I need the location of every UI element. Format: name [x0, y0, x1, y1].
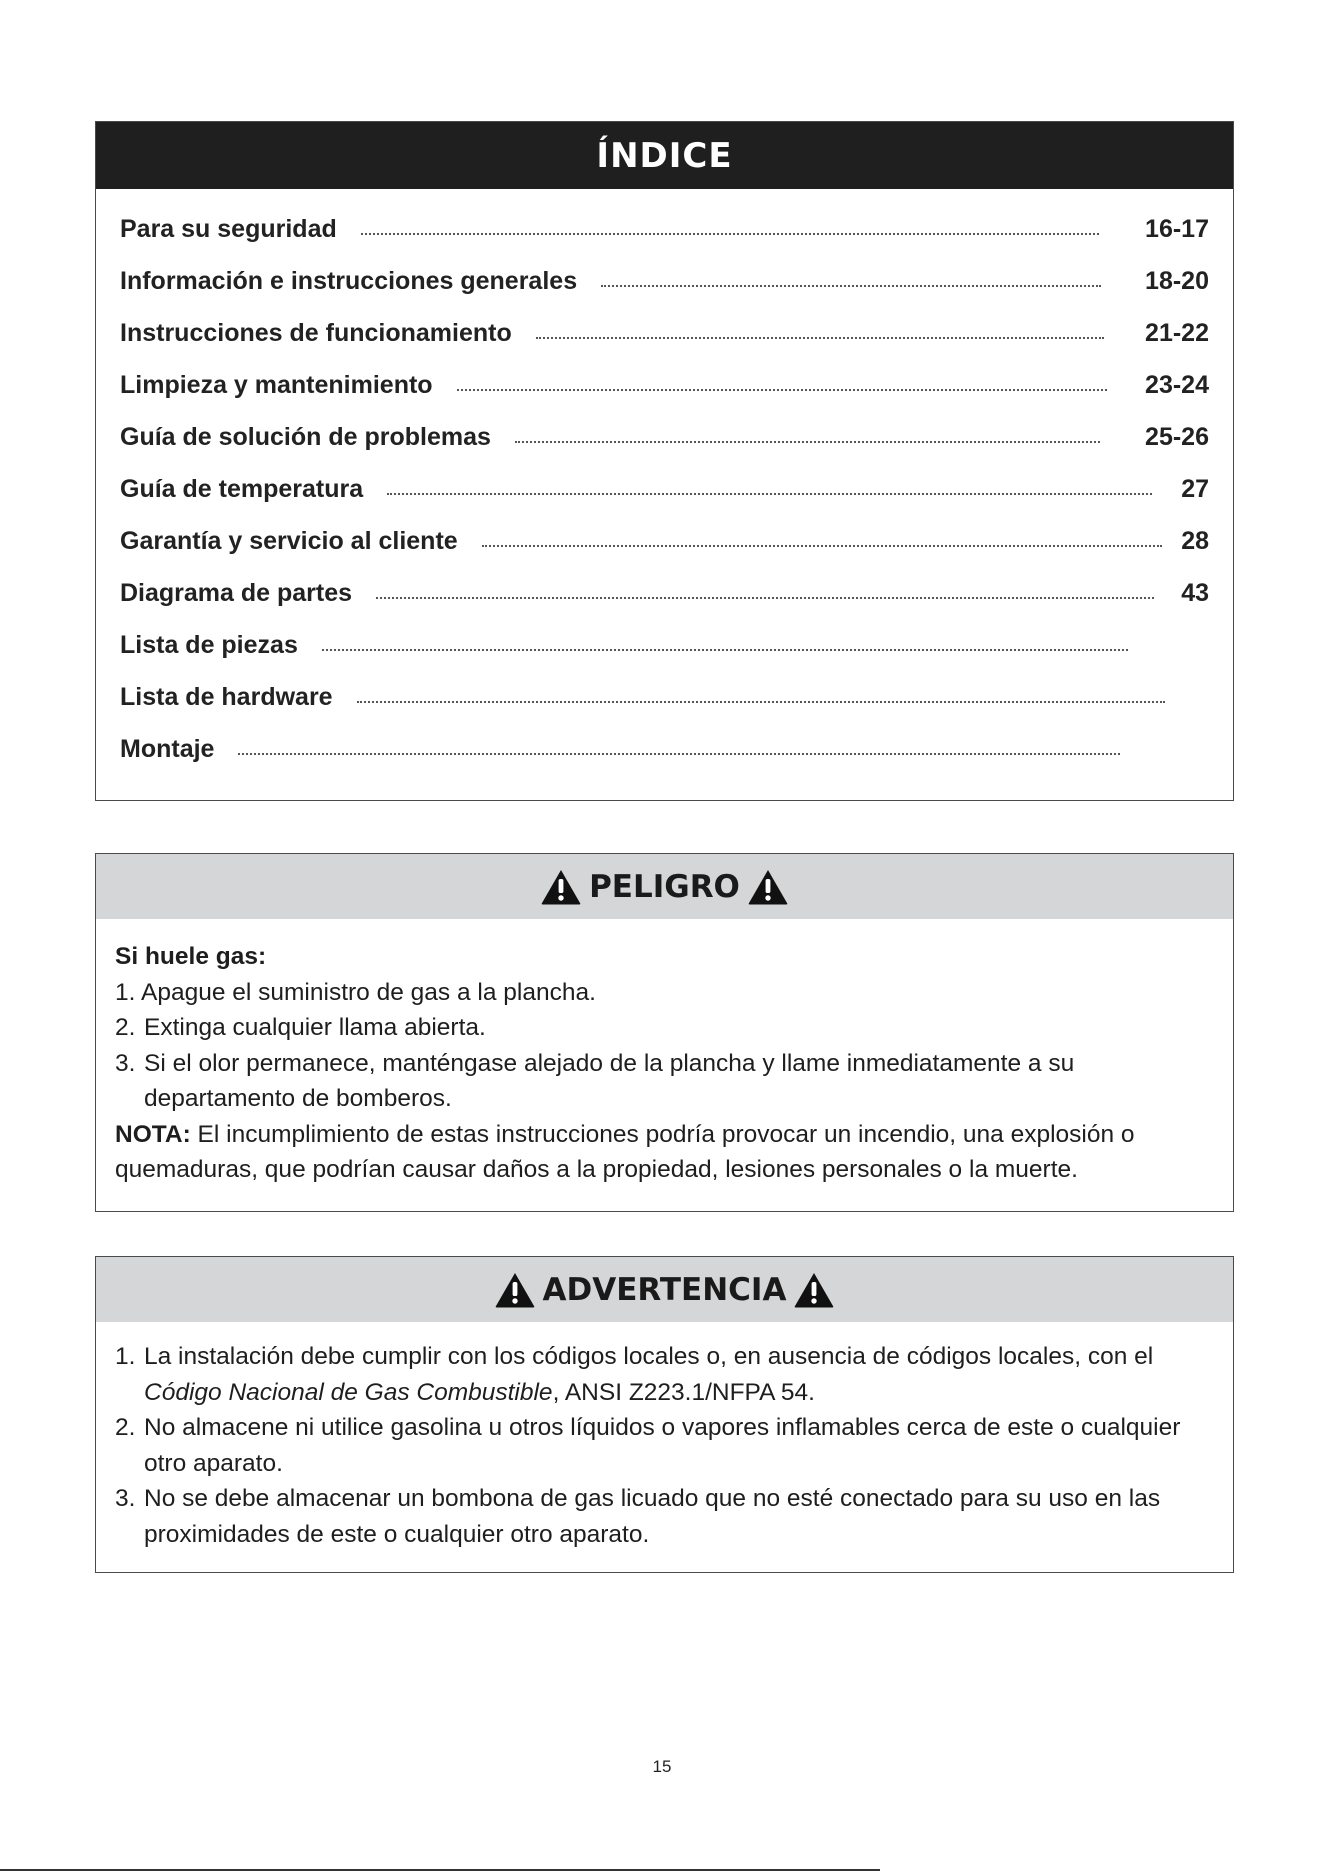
toc-item-label: Para su seguridad [120, 214, 337, 243]
toc-item-label: Guía de temperatura [120, 474, 364, 503]
toc-item[interactable] [120, 671, 1209, 723]
code-reference: Código Nacional de Gas Combustible [144, 1378, 553, 1406]
danger-lead: Si huele gas: [115, 943, 267, 970]
toc-item[interactable] [120, 307, 1209, 359]
toc-leader-dots [457, 389, 1107, 391]
toc-item-page: 23-24 [1145, 370, 1209, 399]
toc-title: ÍNDICE [96, 122, 1233, 189]
list-item [115, 975, 1211, 1011]
list-item [115, 1010, 1211, 1046]
list-item [115, 1481, 1211, 1552]
toc-leader-dots [376, 597, 1154, 599]
warning-title: ADVERTENCIA [542, 1271, 787, 1308]
toc-item-page: 28 [1181, 526, 1209, 555]
toc-item-page: 16-17 [1145, 214, 1209, 243]
note-label: NOTA: [115, 1120, 191, 1148]
toc-item[interactable] [120, 255, 1209, 307]
list-text: Extinga cualquier llama abierta. [144, 1014, 486, 1041]
danger-body [115, 939, 1211, 1188]
toc-item-page: 43 [1181, 578, 1209, 607]
toc-item-page: 18-20 [1145, 266, 1209, 295]
list-number: 1. [115, 978, 136, 1006]
bottom-rule [0, 1869, 880, 1871]
list-text: No almacene ni utilice gasolina u otros líquidos o vapores inflamables cerca de este o cualquier otro aparato. [144, 1414, 1181, 1477]
toc-item[interactable] [120, 359, 1209, 411]
toc-leader-dots [361, 233, 1099, 235]
toc-item-label: Lista de hardware [120, 682, 333, 711]
warning-triangle-icon [495, 1272, 535, 1308]
list-text: No se debe almacenar un bombona de gas licuado que no esté conectado para su uso en las proximidades de este o cualquier otro aparato. [144, 1485, 1161, 1548]
toc-item-label: Información e instrucciones generales [120, 266, 578, 295]
toc-list [120, 203, 1209, 775]
toc-item[interactable] [120, 515, 1209, 567]
list-number: 2. [115, 1414, 136, 1441]
danger-title: PELIGRO [589, 868, 740, 905]
toc-leader-dots [515, 441, 1100, 443]
warning-header [96, 1257, 1233, 1322]
toc-item[interactable] [120, 723, 1209, 775]
danger-box [95, 853, 1234, 1212]
list-number: 2. [115, 1014, 136, 1041]
list-text: Si el olor permanece, manténgase alejado de la plancha y llame inmediatamente a su departamento de bomberos. [144, 1049, 1075, 1112]
list-item [115, 1046, 1211, 1117]
toc-leader-dots [238, 753, 1120, 755]
toc-item-label: Lista de piezas [120, 630, 298, 659]
list-number: 3. [115, 1049, 136, 1077]
toc-leader-dots [322, 649, 1128, 651]
list-text [144, 1339, 1211, 1410]
toc-leader-dots [601, 285, 1101, 287]
toc-item[interactable] [120, 567, 1209, 619]
toc-leader-dots [357, 701, 1165, 703]
page-number: 15 [652, 1757, 672, 1776]
toc-item[interactable] [120, 203, 1209, 255]
list-text-part: , ANSI Z223.1/NFPA 54. [552, 1378, 815, 1406]
toc-item-page: 25-26 [1145, 422, 1209, 451]
toc-item[interactable] [120, 411, 1209, 463]
danger-note [115, 1117, 1211, 1188]
toc-item-label: Montaje [120, 734, 215, 763]
toc-box [95, 121, 1234, 801]
warning-triangle-icon [541, 869, 581, 905]
list-number: 1. [115, 1343, 136, 1370]
toc-leader-dots [482, 545, 1162, 547]
toc-item-label: Guía de solución de problemas [120, 422, 491, 451]
toc-item-page: 21-22 [1145, 318, 1209, 347]
list-number: 3. [115, 1485, 136, 1512]
warning-triangle-icon [748, 869, 788, 905]
note-text: El incumplimiento de estas instrucciones podría provocar un incendio, una explosión o quemaduras, que podrían causar daños a la propiedad, lesiones personales o la muerte. [115, 1120, 1135, 1183]
list-item [115, 1410, 1211, 1481]
toc-item[interactable] [120, 463, 1209, 515]
toc-item-label: Diagrama de partes [120, 578, 353, 607]
toc-item-page: 27 [1181, 474, 1209, 503]
warning-box [95, 1256, 1234, 1573]
list-text-part: La instalación debe cumplir con los códigos locales o, en ausencia de códigos locales, con el [144, 1343, 1154, 1370]
danger-header [96, 854, 1233, 919]
warning-triangle-icon [794, 1272, 834, 1308]
toc-leader-dots [536, 337, 1104, 339]
list-text: Apague el suministro de gas a la plancha. [141, 978, 596, 1006]
toc-item-label: Limpieza y mantenimiento [120, 370, 433, 399]
toc-leader-dots [387, 493, 1152, 495]
toc-item-label: Garantía y servicio al cliente [120, 526, 458, 555]
toc-item[interactable] [120, 619, 1209, 671]
list-item [115, 1339, 1211, 1410]
warning-body [115, 1339, 1211, 1552]
toc-item-label: Instrucciones de funcionamiento [120, 318, 512, 347]
